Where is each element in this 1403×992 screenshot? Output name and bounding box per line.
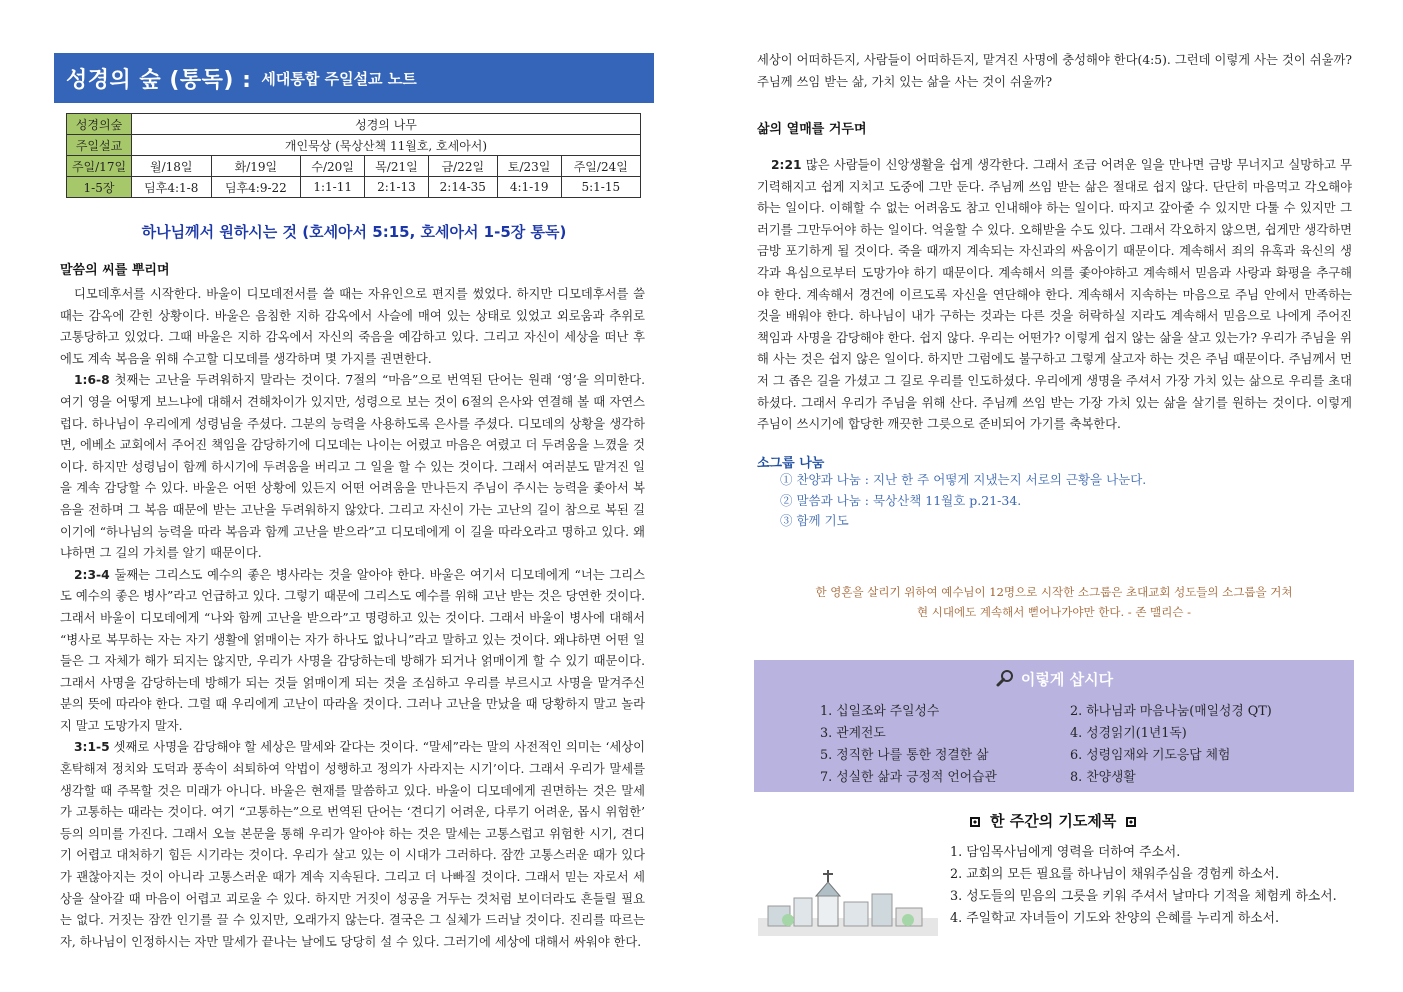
live-item: 4. 성경읽기(1년1독)	[1070, 726, 1187, 741]
live-item: 7. 성실한 삶과 긍정적 언어습관	[820, 770, 997, 785]
paragraph-text: 많은 사람들이 신앙생활을 쉽게 생각한다. 그래서 조금 어려운 일을 만나면 금방 무너지고 실망하고 무기력해지고 쉽게 지치고 도중에 그만 둔다. 주님께 쓰임 받는 삶은 절대로 쉽지 않다. 단단히 마음먹고 각오해야 하는 일이다. 이해할 수 없는 어려움도 참고 인내해야 하는 일이다. 따지고 갚아줄 수 있지만 다툴 수 있지만 그러기를 그만두어야 하는 일이다. 억울할 수 있다. 오해받을 수도 있다. 그래서 각오하지 않으면, 쉽게만 생각하면 금방 포기하게 될 것이다. 죽을 때까지 계속되는 자신과의 싸움이기 때문이다. 계속해서 죄의 유혹과 육신의 생각과 욕심으로부터 도망가야 하기 때문이다. 계속해서 의를 좇아야하고 계속해서 믿음과 사랑과 화평을 추구해야 한다. 계속해서 경건에 이르도록 자신을 연단해야 한다. 계속해서 지속하는 마음으로 주님 안에서 만족하는 것을 배워야 한다. 하나님이 내가 구하는 것과는 다른 것을 허락하실 지라도 계속해서 믿음으로 나에게 주어진 책임과 사명을 감당해야 한다. 쉽지 않다. 우리는 어떤가? 이렇게 쉽지 않는 삶을 살고 있는가? 우리가 주님을 위해 사는 것은 쉽지 않은 일이다. 하지만 그럼에도 불구하고 그렇게 살고자 하는 것은 주님 때문이다. 주님께서 먼저 그 좁은 길을 가셨고 그 길로 우리를 인도하셨다. 우리에게 생명을 주셔서 가장 가치 있는 삶으로 우리를 초대하셨다. 그래서 우리가 주님을 위해 산다. 주님께 쓰임 받는 가장 가치 있는 삶을 살기를 원하는 것이다. 이렇게 주님이 쓰시기에 합당한 깨끗한 그릇으로 준비되어 가기를 축복한다.	[757, 158, 1352, 432]
schedule-reading: 1-5장	[67, 177, 132, 198]
paragraph: 디모데후서를 시작한다. 바울이 디모데전서를 쓸 때는 자유인으로 편지를 썼었다. 하지만 디모데후서를 쓸 때는 감옥에 갇힌 상황이다. 바울은 음침한 지하 감옥에서 사슬에 매여 있는 상태로 있었고 외로움과 추위로 고통당하고 있었다. 그때 바울은 지하 감옥에서 자신의 죽음을 예감하고 있다. 그리고 자신이 세상을 떠난 후에도 계속 복음을 위해 수고할 디모데를 생각하며 몇 가지를 권면한다.	[60, 287, 645, 366]
live-item: 5. 정직한 나를 통한 정결한 삶	[820, 748, 989, 763]
small-group-list	[780, 470, 1146, 532]
prayer-heading	[970, 810, 1136, 831]
schedule-reading: 4:1-19	[497, 177, 561, 198]
schedule-day: 토/23일	[497, 156, 561, 177]
sermon-body-right-top	[757, 50, 1352, 93]
schedule-reading: 딤후4:9-22	[211, 177, 301, 198]
small-group-item: ① 찬양과 나눔 : 지난 한 주 어떻게 지냈는지 서로의 근황을 나눈다.	[780, 472, 1147, 487]
sermon-title: 하나님께서 원하시는 것 (호세아서 5:15, 호세아서 1-5장 통독)	[141, 223, 567, 241]
prayer-item: 3. 성도들의 믿음의 그릇을 키워 주셔서 날마다 기적을 체험케 하소서.	[950, 889, 1337, 904]
prayer-title: 한 주간의 기도제목	[990, 812, 1117, 830]
schedule-reading: 5:1-15	[561, 177, 640, 198]
sermon-body-right	[757, 155, 1352, 436]
schedule-day: 수/20일	[301, 156, 365, 177]
schedule-reading: 딤후4:1-8	[132, 177, 212, 198]
section-title-fruit: 삶의 열매를 거두며	[757, 122, 867, 137]
prayer-item: 1. 담임목사님에게 영력을 더하여 주소서.	[950, 845, 1181, 860]
paragraph-text: 첫째는 고난을 두려워하지 말라는 것이다. 7절의 “마음”으로 번역된 단어는 원래 ‘영’을 의미한다. 여기 영을 어떻게 보느냐에 대해서 견해차이가 있지만, 성령으로 보는 것이 6절의 은사와 연결해 볼 때 자연스럽다. 하나님이 우리에게 성령님을 주셨다. 그분의 능력을 사용하도록 은사를 주셨다. 디모데의 상황을 생각하면, 에베소 교회에서 주어진 책임을 감당하기에 디모데는 나이는 어렸고 마음은 여렸고 더 두려움을 느꼈을 것이다. 하지만 성령님이 함께 하시기에 두려움을 버리고 그 일을 할 수 있는 것이다. 그래서 여러분도 맡겨진 일을 계속 감당할 수 있다. 바울은 어떤 상황에 있든지 어떤 어려움을 만나든지 주님이 주시는 능력을 좇아서 복음을 전하며 그 복음 때문에 받는 고난을 두려워하지 않았다. 그리고 자신이 가는 고난의 길이 참으로 복된 길이기에 “하나님의 능력을 따라 복음과 함께 고난을 받으라”고 디모데에게 이 길을 따라오라고 명하고 있다. 왜냐하면 그 길의 가치를 알기 때문이다.	[60, 373, 645, 561]
square-icon	[1126, 817, 1136, 827]
header-subtitle: 세대통합 주일설교 노트	[261, 69, 417, 88]
live-item: 3. 관계전도	[820, 726, 886, 741]
live-list	[820, 700, 1354, 785]
live-item: 2. 하나님과 마음나눔(매일성경 QT)	[1070, 704, 1272, 719]
verse-ref: 1:6-8	[74, 373, 110, 388]
schedule-day: 주일/17일	[67, 156, 132, 177]
paragraph	[757, 155, 1352, 436]
live-item: 8. 찬양생활	[1070, 770, 1136, 785]
verse-ref: 2:3-4	[74, 567, 110, 582]
prayer-item: 4. 주일학교 자녀들이 기도와 찬양의 은혜를 누리게 하소서.	[950, 911, 1280, 926]
square-icon	[970, 817, 980, 827]
paragraph-text: 셋째로 사명을 감당해야 할 세상은 말세와 같다는 것이다. “말세”라는 말의 사전적인 의미는 ‘세상이 혼탁해져 정치와 도덕과 풍속이 쇠퇴하여 악법이 성행하고 정의가 사라지는 시기’이다. 그래서 우리가 말세를 생각할 때 주목할 것은 미래가 아니다. 바울은 현재를 말씀하고 있다. 바울이 디모데에게 권면하는 것은 말세가 고통하는 때라는 것이다. 여기 “고통하는”으로 번역된 단어는 ‘견디기 어려운, 다루기 어려운, 몹시 위험한’ 등의 의미를 가진다. 그래서 오늘 본문을 통해 우리가 알아야 하는 것은 말세는 고통스럽고 위험한 시기, 견디기 어렵고 대처하기 힘든 시기라는 것이다. 우리가 살고 있는 이 시대가 그러하다. 잠깐 고통스러운 때가 있다가 괜찮아지는 것이 아니라 고통스러운 때가 계속 지속된다. 그리고 더 나빠질 것이다. 그래서 믿는 자로서 세상을 살아갈 때 마음이 어렵고 괴로울 수 있다. 하지만 거짓이 성공을 거두는 것처럼 보이더라도 흔들릴 필요는 없다. 거짓는 잠깐 인기를 끌 수 있지만, 오래가지 않는다. 결국은 그 실체가 드러날 것이다. 진리를 따르는 자, 하나님이 인정하시는 자만 말세가 끝나는 날에도 당당히 설 수 있다. 그러기에 세상에 대해서 싸워야 한다.	[60, 740, 645, 949]
magnifier-icon	[995, 668, 1015, 692]
schedule-day: 화/19일	[211, 156, 301, 177]
quote	[754, 582, 1354, 622]
live-item: 1. 십일조와 주일성수	[820, 704, 940, 719]
small-group-item: ③ 함께 기도	[780, 513, 849, 528]
section-title-sow: 말씀의 씨를 뿌리며	[60, 263, 170, 278]
quote-line: 현 시대에도 계속해서 뻗어나가야만 한다. - 존 맬리슨 -	[917, 605, 1191, 619]
schedule-cell: 주일설교	[67, 135, 132, 156]
schedule-reading: 1:1-11	[301, 177, 365, 198]
paragraph	[60, 565, 645, 738]
schedule-cell: 성경의 나무	[132, 114, 641, 135]
small-group-item: ② 말씀과 나눔 : 묵상산책 11월호 p.21-34.	[780, 492, 1022, 508]
verse-ref: 3:1-5	[74, 740, 110, 755]
schedule-day: 목/21일	[365, 156, 429, 177]
paragraph: 세상이 어떠하든지, 사람들이 어떠하든지, 맡겨진 사명에 충성해야 한다(4:5). 그런데 이렇게 사는 것이 쉬울까? 주님께 쓰임 받는 삶, 가치 있는 삶을 사는 것이 쉬울까?	[757, 53, 1352, 89]
prayer-list	[950, 842, 1337, 930]
schedule-table	[66, 113, 641, 198]
schedule-reading: 2:1-13	[365, 177, 429, 198]
schedule-reading: 2:14-35	[428, 177, 497, 198]
schedule-cell: 개인묵상 (묵상산책 11월호, 호세아서)	[132, 135, 641, 156]
paragraph	[60, 737, 645, 953]
header-title: 성경의 숲 (통독) :	[66, 67, 252, 93]
verse-ref: 2:21	[771, 158, 802, 172]
live-heading	[754, 668, 1354, 692]
live-box	[754, 660, 1354, 792]
paragraph-text: 둘째는 그리스도 예수의 좋은 병사라는 것을 알아야 한다. 바울은 여기서 디모데에게 “너는 그리스도 예수의 좋은 병사”라고 언급하고 있다. 그렇기 때문에 그리스도 예수를 위해 고난 받는 것은 당연한 것이다. 그래서 바울이 디모데에게 “나와 함께 고난을 받으라”고 명령하고 있는 것이다. 그래서 바울이 병사에 대해서 “병사로 복무하는 자는 자기 생활에 얽매이는 자가 하나도 없나니”라고 말하고 있는 것이다. 왜냐하면 어떤 일들은 그 자체가 해가 되지는 않지만, 우리가 사명을 감당하는데 방해가 되거나 얽매이게 할 수 있기 때문이다. 그래서 사명을 감당하는데 방해가 되는 것들 얽매이게 되는 것을 조심하고 우리를 부르시고 사명을 맡겨주신 분의 뜻에 따라야 한다. 그럴 때 우리에게 고난이 따라올 것이다. 그러나 고난을 만났을 때 당황하지 말고 놀라지 말고 도망가지 말자.	[60, 567, 645, 733]
schedule-day: 주일/24일	[561, 156, 640, 177]
schedule-day: 금/22일	[428, 156, 497, 177]
church-illustration	[758, 868, 938, 940]
live-title: 이렇게 삽시다	[1020, 670, 1114, 689]
schedule-cell: 성경의숲	[67, 114, 132, 135]
prayer-item: 2. 교회의 모든 필요를 하나님이 채워주심을 경험케 하소서.	[950, 867, 1280, 882]
paragraph	[60, 370, 645, 564]
sermon-body-left	[60, 284, 645, 953]
header-banner	[54, 53, 654, 103]
quote-line: 한 영혼을 살리기 위하여 예수님이 12명으로 시작한 소그룹은 초대교회 성도들의 소그룹을 거쳐	[815, 585, 1293, 599]
small-group-title: 소그룹 나눔	[757, 456, 825, 471]
schedule-day: 월/18일	[132, 156, 212, 177]
live-item: 6. 성령임재와 기도응답 체험	[1070, 748, 1231, 763]
